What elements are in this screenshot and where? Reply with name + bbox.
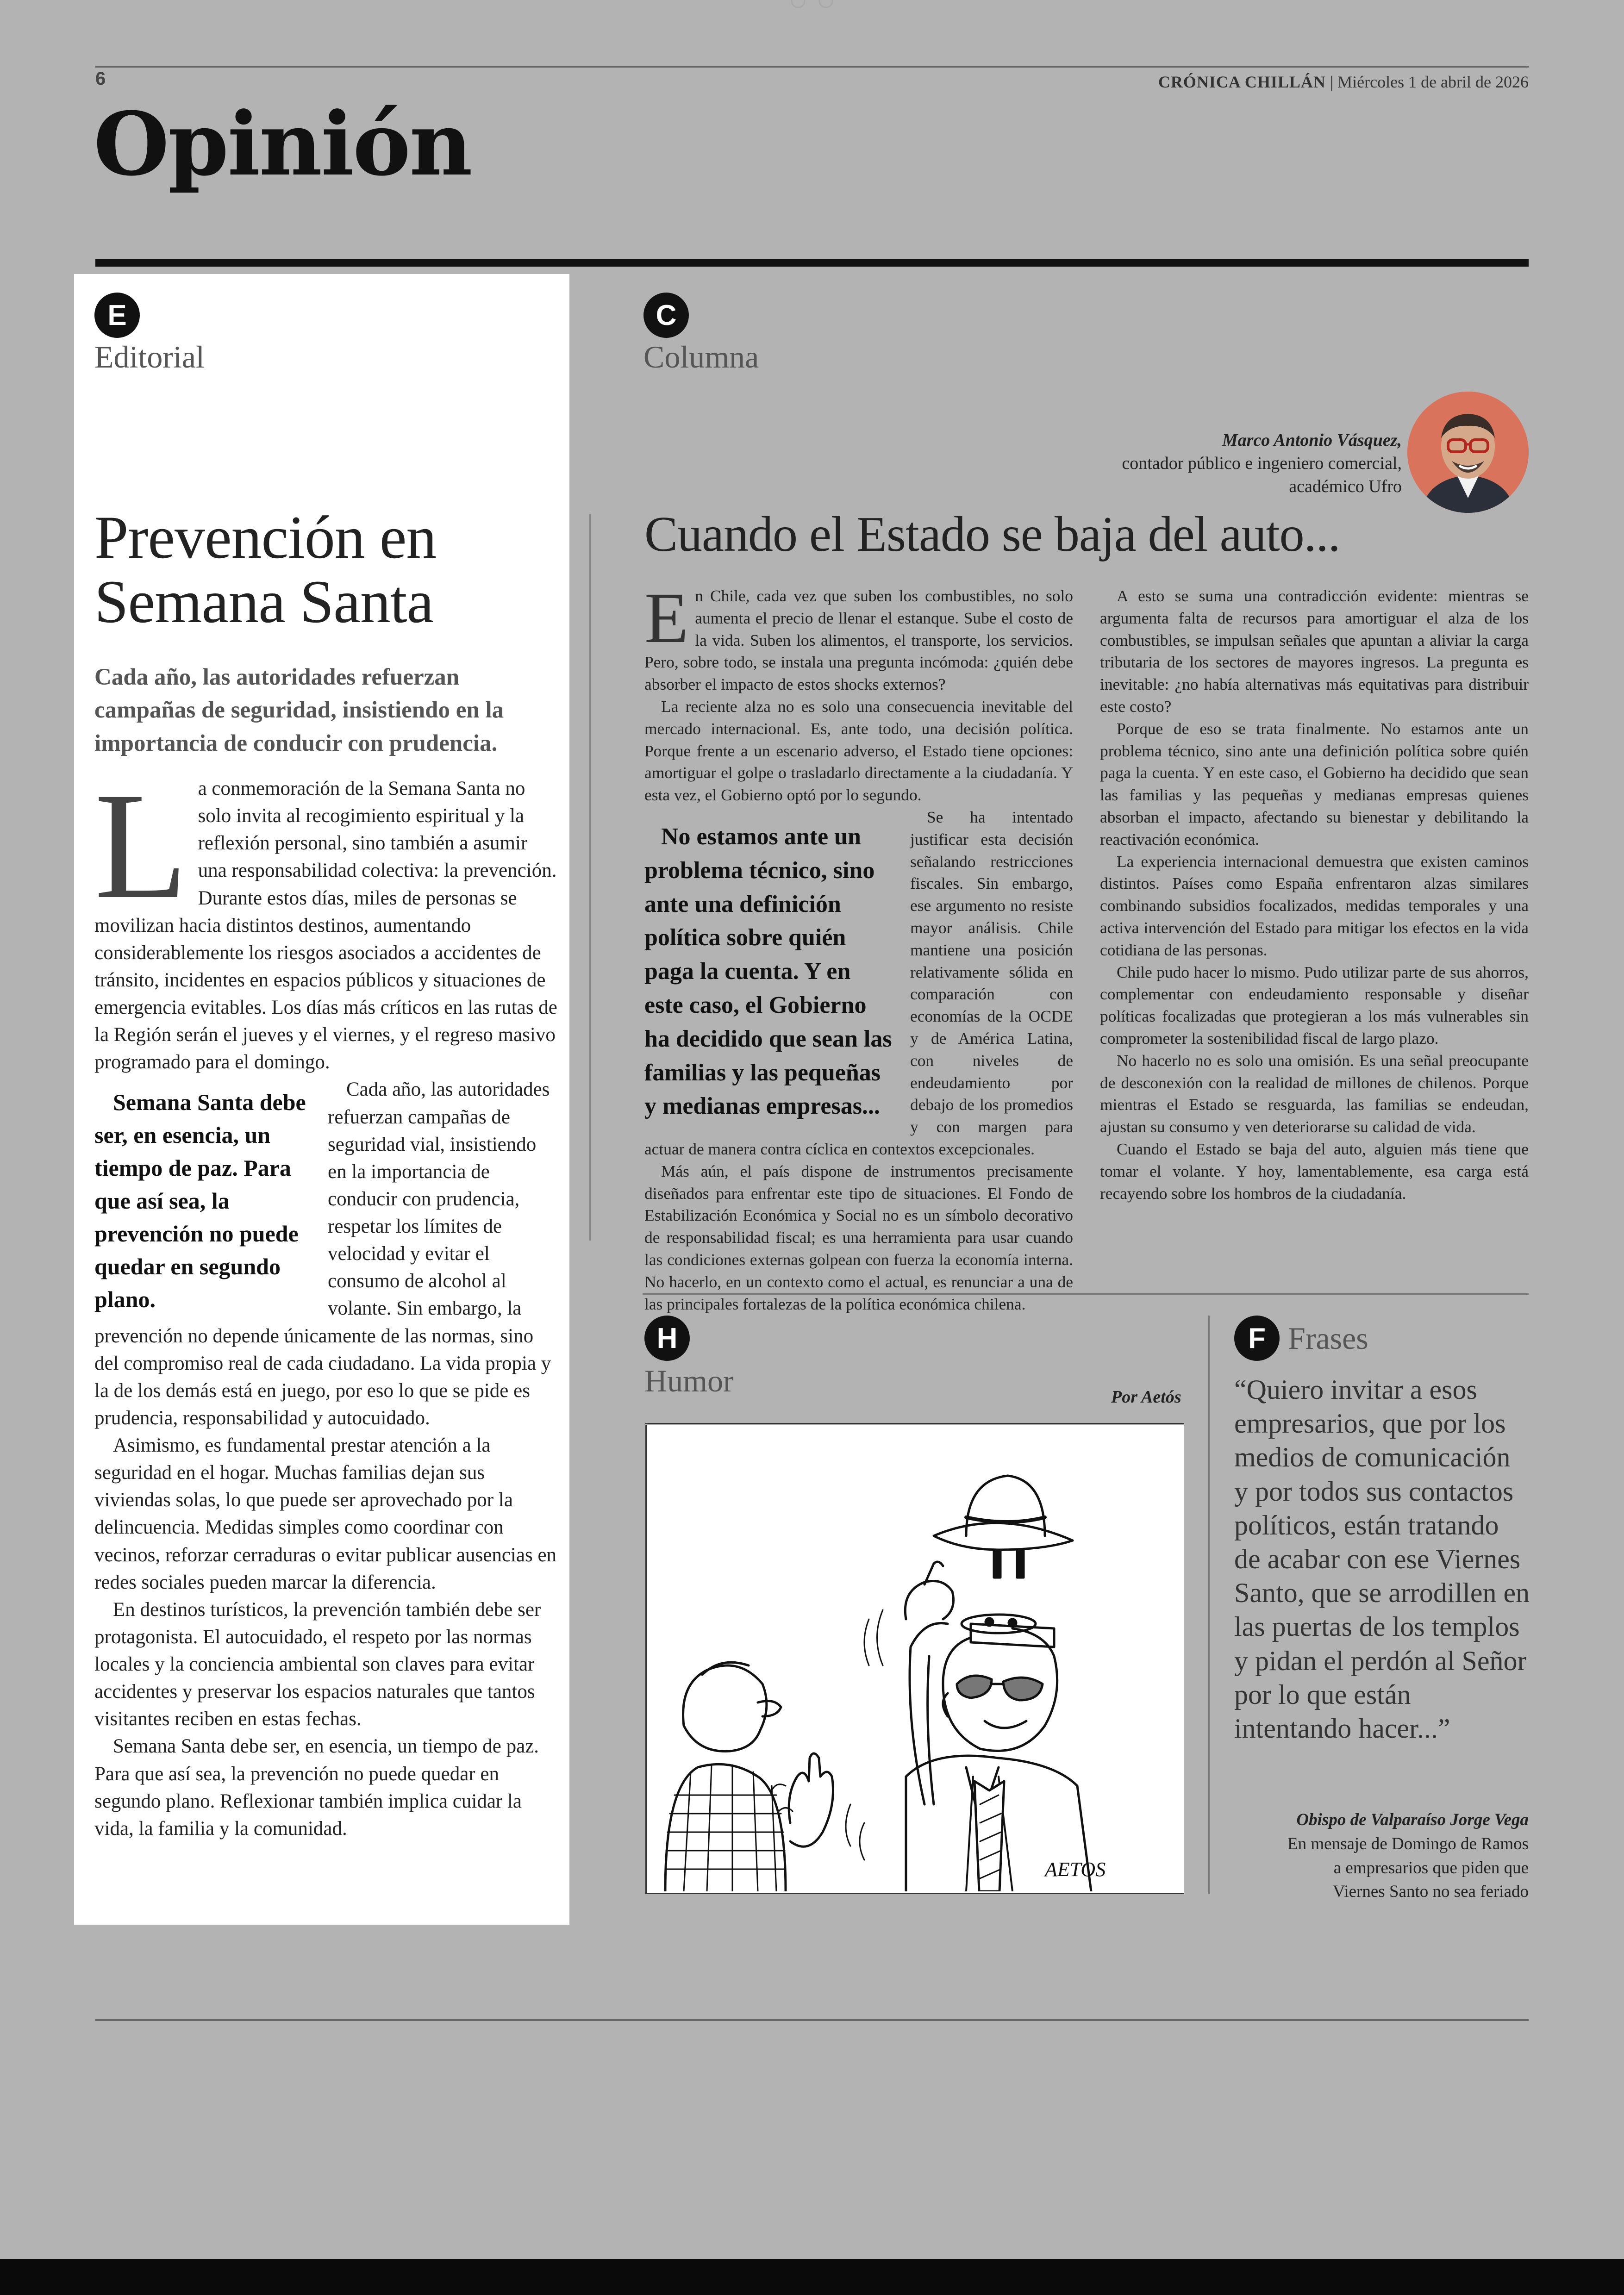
- frases-quote: “Quiero invitar a esos empresarios, que por los medios de comunicación y por todos sus contactos políticos, están tratando de acabar con ese Viernes Santo, que se arrodillen en las puertas de los templos y pidan el perdón al Señor por lo que están intentando hacer...”: [1234, 1374, 1530, 1744]
- page-number: 6: [95, 69, 106, 89]
- editorial-panel: [74, 274, 569, 1925]
- section-rule: [95, 259, 1529, 267]
- column-bottom-rule: [643, 1293, 1529, 1295]
- editorial-paragraph: [94, 1076, 557, 1432]
- column-p6: Porque de eso se trata finalmente. No estamos ante un problema técnico, sino ante una definición política sobre quién paga la cuenta. Y en este caso, el Gobierno ha decidido que sean las familias y las pequeñas y medianas empresas quienes absorban el impacto, afectando su bienestar y debilitando la reactivación económica.: [1100, 719, 1529, 848]
- column-kicker: Columna: [643, 339, 759, 374]
- frases-divider: [1208, 1316, 1210, 1894]
- column-paragraph: [644, 578, 1073, 696]
- column-pullquote: No estamos ante un problema técnico, sino ante una definición política sobre quién paga la cuenta. Y en este caso, el Gobierno ha decidido que sean las familias y las pequeñas y medianas empresas...: [644, 823, 892, 1120]
- editorial-paragraph: [94, 761, 557, 1076]
- frases-context-line2: a empresarios que piden que: [1333, 1858, 1529, 1877]
- editorial-dropcap: L: [94, 761, 188, 930]
- editorial-p2: Cada año, las autoridades refuerzan campañas de seguridad vial, insistiendo en la importancia de conducir con prudencia, respetar los límites de velocidad y evitar el consumo de alcohol al volante. Sin embargo, la prevención no depende únicamente de las normas, sino del compromiso real de cada ciudadano. La vida propia y la de los demás está en juego, por eso lo que se pide es prudencia, responsabilidad y autocuidado.: [94, 1079, 551, 1429]
- cartoon-drawing: [647, 1425, 1183, 1891]
- column-p1: n Chile, cada vez que suben los combustibles, no solo aumenta el precio de llenar el estanque. Sube el costo de la vida. Suben los alimentos, el transporte, los servicios. Pero, sobre todo, se instala una pregunta incómoda: ¿quién debe absorber el impacto de estos shocks externos?: [644, 586, 1073, 694]
- column-p8: Chile pudo hacer lo mismo. Pudo utilizar parte de sus ahorros, complementar con endeudamiento responsable y diseñar políticas focalizadas que protegieran a los más vulnerables sin comprometer la sostenibilidad fiscal de largo plazo.: [1100, 962, 1529, 1048]
- column-dropcap: E: [644, 578, 689, 658]
- column-paragraph: [644, 806, 1073, 1160]
- frases-kicker: Frases: [1288, 1321, 1368, 1356]
- cartoon-image: [645, 1425, 1184, 1894]
- author-name: Marco Antonio Vásquez,: [1222, 430, 1402, 450]
- humor-credit: Por Aetós: [1111, 1387, 1181, 1407]
- frases-speaker: Obispo de Valparaíso Jorge Vega: [1296, 1810, 1529, 1829]
- column-text-right: [1100, 585, 1529, 1289]
- author-role: contador público e ingeniero comercial,: [1122, 454, 1402, 474]
- column-headline: Cuando el Estado se baja del auto...: [644, 507, 1340, 562]
- column-p2: La reciente alza no es solo una consecuencia inevitable del mercado internacional. Es, ante todo, una decisión política. Porque frente a un escenario adverso, el Estado tiene opciones: amortiguar el golpe o trasladarlo directamente a la ciudadanía. Y esta vez, el Gobierno optó por lo segundo.: [644, 697, 1073, 804]
- editorial-dek: Cada año, las autoridades refuerzan campañas de seguridad, insistiendo en la importancia de conducir con prudencia.: [94, 664, 504, 756]
- column-p9: No hacerlo no es solo una omisión. Es una señal preocupante de desconexión con la realidad de millones de chilenos. Porque mientras el Estado se resguarda, las familias se endeudan, ajustan su consumo y ven deteriorarse su calidad de vida.: [1100, 1051, 1529, 1136]
- humor-top-rule: [645, 1423, 1184, 1424]
- frases-context-line1: En mensaje de Domingo de Ramos: [1287, 1834, 1529, 1853]
- humor-kicker: Humor: [644, 1363, 734, 1398]
- editorial-p3: Asimismo, es fundamental prestar atención a la seguridad en el hogar. Muchas familias dejan sus viviendas solas, lo que puede ser aprovechado por la delincuencia. Medidas simples como coordinar con vecinos, reforzar cerraduras o evitar publicar ausencias en redes sociales pueden marcar la diferencia.: [94, 1434, 557, 1593]
- column-p5: A esto se suma una contradicción evidente: mientras se argumenta falta de recursos para amortiguar el alza de los combustibles, se impulsan señales que apuntan a aliviar la carga tributaria de los sectores de mayores ingresos. La pregunta es inevitable: ¿no había alternativas más equitativas para distribuir este costo?: [1100, 586, 1529, 716]
- column-p7: La experiencia internacional demuestra que existen caminos distintos. Países como España enfrentaron alzas similares combinando subsidios focalizados, medidas temporales y una activa intervención del Estado para mitigar los efectos en la vida cotidiana de las personas.: [1100, 852, 1529, 959]
- editorial-p1: a conmemoración de la Semana Santa no solo invita al recogimiento espiritual y la reflexión personal, sino también a asumir una responsabilidad colectiva: la prevención. Durante estos días, miles de personas se movilizan hacia distintos destinos, aumentando considerablemente los riesgos asociados a accidentes de tránsito, incidentes en espacios públicos y situaciones de emergencia evitables. Los días más críticos en las rutas de la Región serán el jueves y el viernes, y el regreso masivo programado para el domingo.: [94, 778, 557, 1073]
- cartoon-signature: AETOS: [1045, 1858, 1106, 1881]
- author-portrait-drawing: [1407, 392, 1529, 513]
- editorial-kicker: Editorial: [94, 339, 205, 374]
- publication-name: CRÓNICA CHILLÁN: [1158, 73, 1326, 91]
- editorial-p5: Semana Santa debe ser, en esencia, un tiempo de paz. Para que así sea, la prevención no puede quedar en segundo plano. Reflexionar también implica cuidar la vida, la familia y la comunidad.: [94, 1735, 539, 1840]
- frases-attribution: [1242, 1808, 1529, 1904]
- author-portrait: [1407, 392, 1529, 513]
- column-p10: Cuando el Estado se baja del auto, alguien más tiene que tomar el volante. Y hoy, lamentablemente, esa carga está recayendo sobre los hombros de la ciudadanía.: [1100, 1139, 1529, 1203]
- editorial-pullquote: Semana Santa debe ser, en esencia, un tiempo de paz. Para que así sea, la prevención no puede quedar en segundo plano.: [94, 1089, 306, 1313]
- masthead: [1158, 72, 1529, 92]
- bottom-rule: [95, 2019, 1529, 2021]
- top-rule: [95, 66, 1529, 68]
- editorial-p4: En destinos turísticos, la prevención también debe ser protagonista. El autocuidado, el respeto por las normas locales y la conciencia ambiental son claves para evitar accidentes y preservar los espacios naturales que tantos visitantes reciben en estas fechas.: [94, 1598, 541, 1730]
- viewer-bottom-bar: [0, 2259, 1624, 2295]
- editorial-body: [94, 761, 557, 1842]
- column-p3: Se ha intentado justificar esta decisión señalando restricciones fiscales. Sin embargo, ese argumento no resiste mayor análisis. Chile mantiene una posición relativamente sólida en comparación con economías de la OCDE y de América Latina, con niveles de endeudamiento por debajo de los promedios y con margen para actuar de manera contra cíclica en contextos excepcionales.: [644, 807, 1073, 1158]
- humor-badge: H: [644, 1316, 690, 1361]
- editorial-headline: Prevención en Semana Santa: [94, 503, 437, 636]
- publication-date: Miércoles 1 de abril de 2026: [1337, 73, 1529, 91]
- column-badge: C: [643, 293, 689, 338]
- section-title: Opinión: [94, 93, 471, 195]
- masthead-separator: |: [1330, 73, 1334, 91]
- author-affiliation: académico Ufro: [1289, 477, 1402, 497]
- column-p4: Más aún, el país dispone de instrumentos precisamente diseñados para enfrentar este tipo de situaciones. El Fondo de Estabilización Económica y Social no es un símbolo decorativo de responsabilidad fiscal; es una herramienta para usar cuando las condiciones externas golpean con fuerza la economía interna. No hacerlo, en un contexto como el actual, es renunciar a una de las principales fortalezas de la política económica chilena.: [644, 1161, 1073, 1313]
- frases-context-line3: Viernes Santo no sea feriado: [1332, 1882, 1529, 1902]
- author-credit: [1122, 429, 1402, 498]
- page-indicator[interactable]: [784, 0, 840, 12]
- editorial-badge: E: [94, 293, 140, 338]
- frases-badge: F: [1234, 1316, 1280, 1361]
- column-divider: [589, 514, 591, 1241]
- column-text-left: [644, 578, 1073, 1313]
